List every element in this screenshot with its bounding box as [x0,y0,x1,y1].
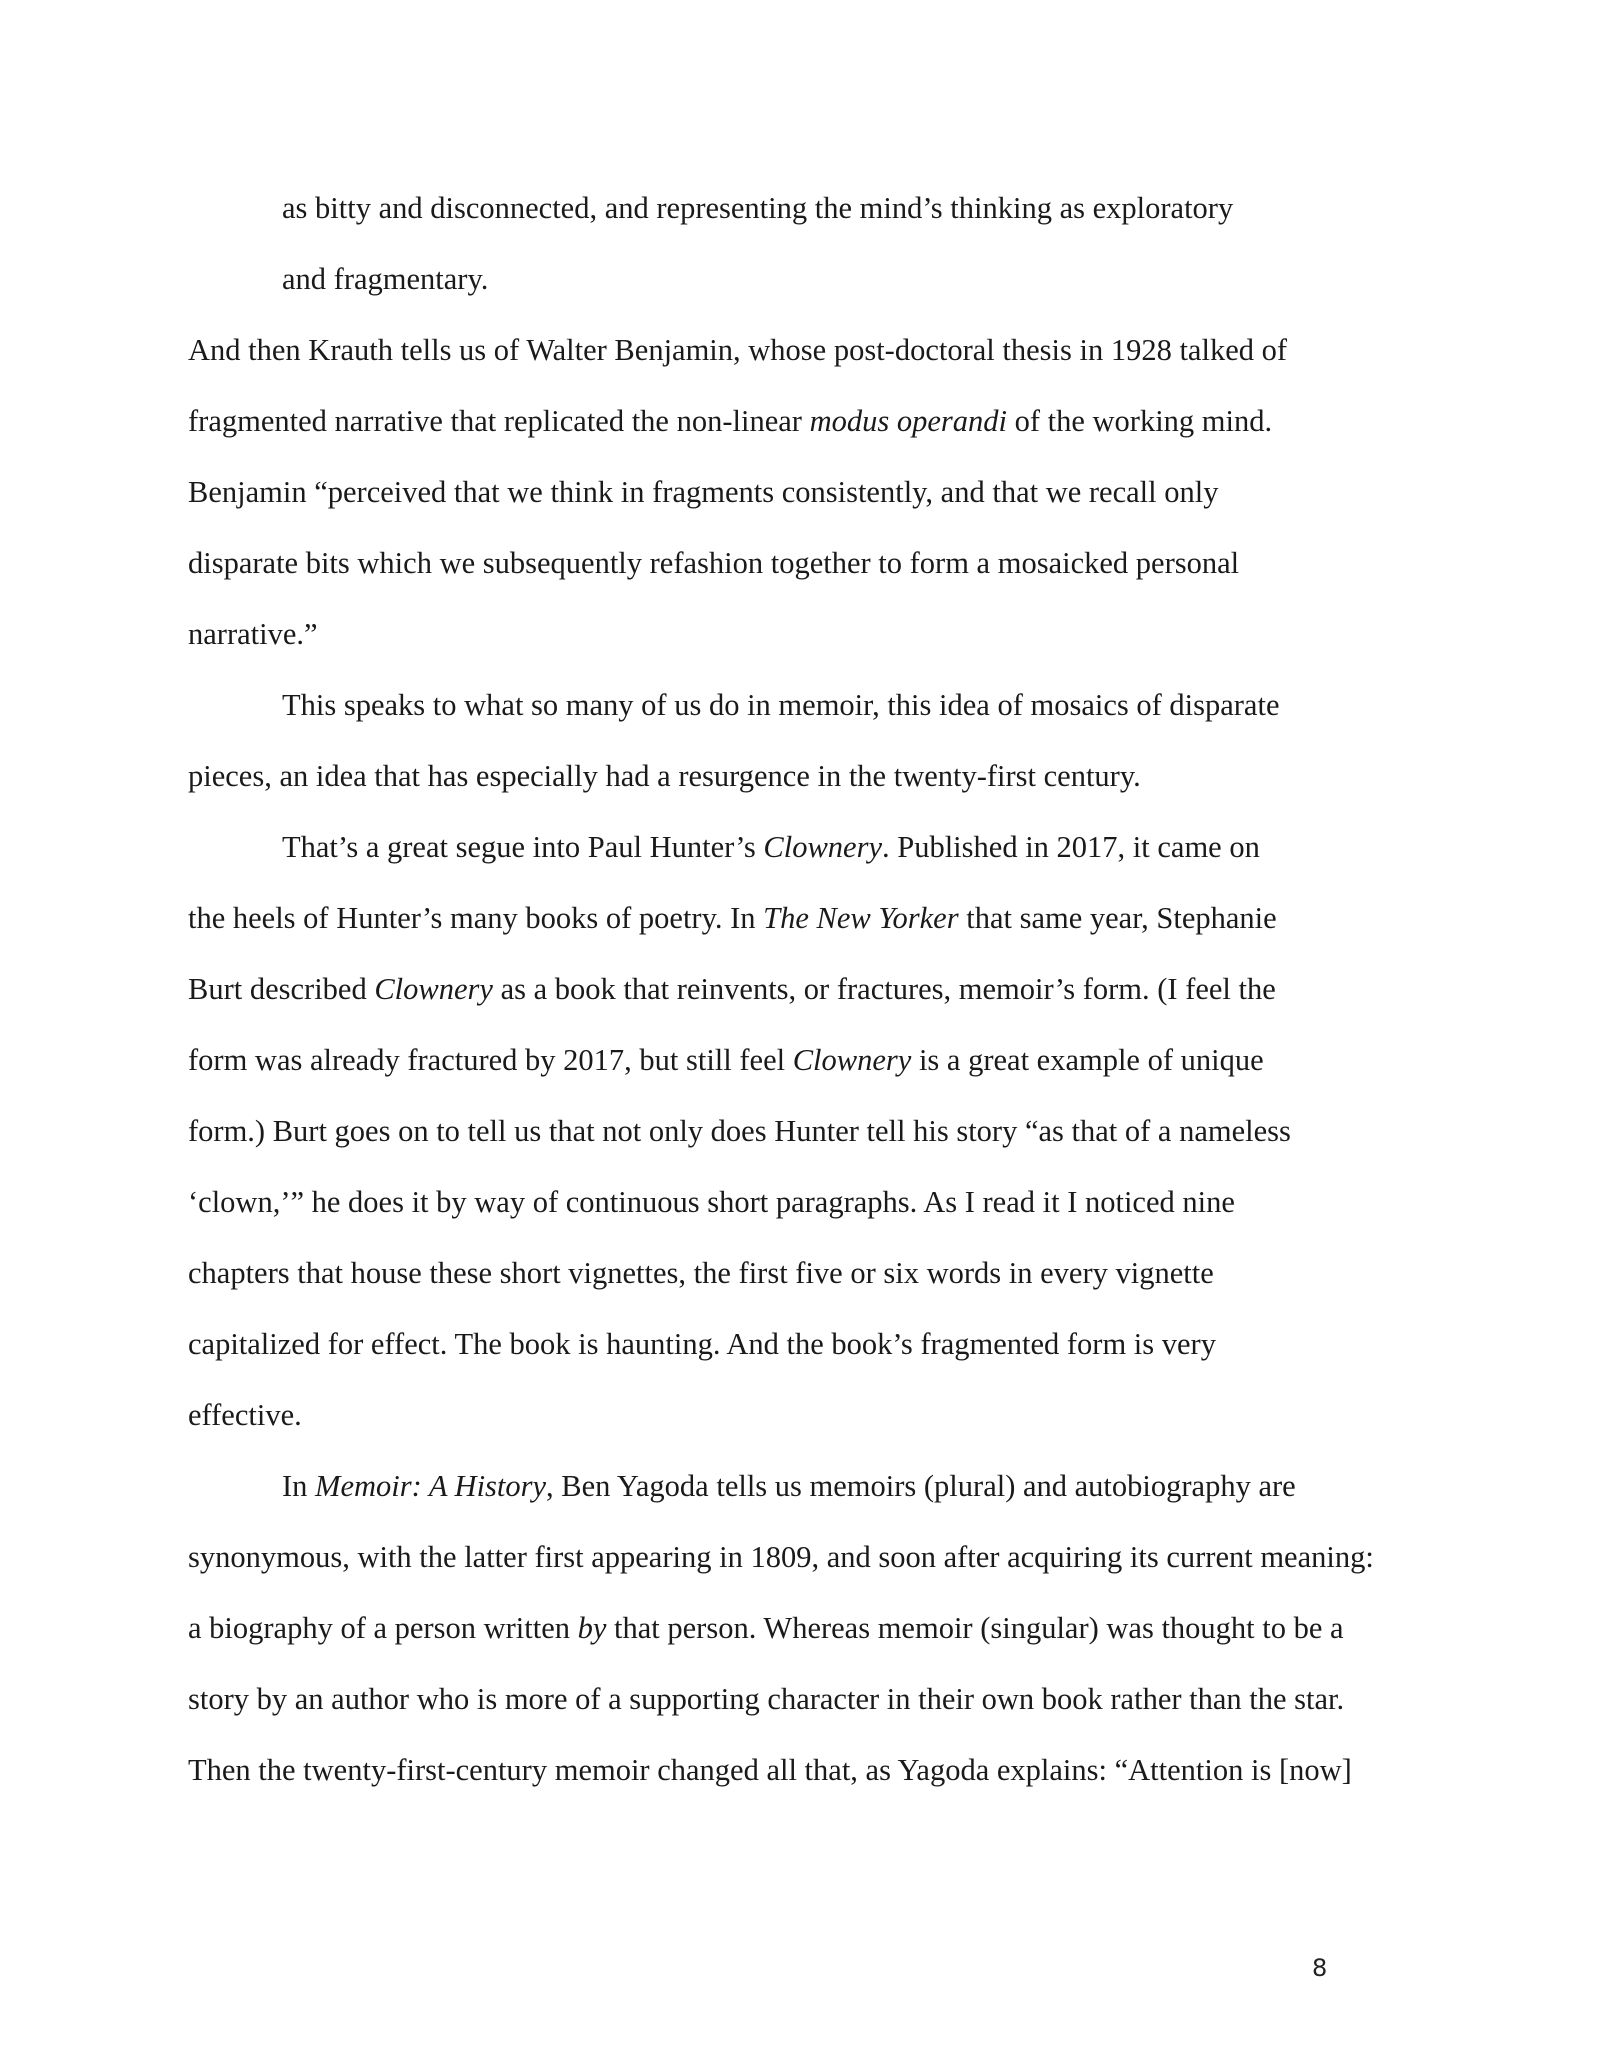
text-line: ‘clown,’” he does it by way of continuous short paragraphs. As I read it I noticed nine [188,1185,1235,1219]
text-line: Benjamin “perceived that we think in fragments consistently, and that we recall only [188,475,1219,509]
text-line: Burt described Clownery as a book that reinvents, or fractures, memoir’s form. (I feel the [188,972,1276,1006]
italic-text: by [577,1611,607,1645]
text-line: a biography of a person written by that person. Whereas memoir (singular) was thought to be a [188,1611,1344,1645]
text-line: and fragmentary. [282,262,489,296]
italic-text: Memoir: A History [315,1469,547,1503]
text-line: Then the twenty-first-century memoir changed all that, as Yagoda explains: “Attention is [now] [188,1753,1352,1787]
text-line: synonymous, with the latter first appearing in 1809, and soon after acquiring its current meaning: [188,1540,1374,1574]
text-line: That’s a great segue into Paul Hunter’s Clownery. Published in 2017, it came on [282,830,1260,864]
text-line: chapters that house these short vignettes, the first five or six words in every vignette [188,1256,1214,1290]
text-line: disparate bits which we subsequently refashion together to form a mosaicked personal [188,546,1240,580]
text-line: narrative.” [188,617,318,651]
italic-text: The New Yorker [763,901,959,935]
text-line: as bitty and disconnected, and representing the mind’s thinking as exploratory [282,191,1234,225]
text-line: story by an author who is more of a supporting character in their own book rather than the star. [188,1682,1345,1716]
text-line: the heels of Hunter’s many books of poetry. In The New Yorker that same year, Stephanie [188,901,1277,935]
italic-text: Clownery [792,1043,912,1077]
text-line: In Memoir: A History, Ben Yagoda tells us memoirs (plural) and autobiography are [282,1469,1296,1503]
text-line: fragmented narrative that replicated the non-linear modus operandi of the working mind. [188,404,1273,438]
italic-text: modus operandi [809,404,1007,438]
text-line: This speaks to what so many of us do in memoir, this idea of mosaics of disparate [282,688,1280,722]
text-line: pieces, an idea that has especially had a resurgence in the twenty-first century. [188,759,1141,793]
text-line: effective. [188,1398,302,1432]
text-line: form.) Burt goes on to tell us that not only does Hunter tell his story “as that of a nameless [188,1114,1291,1148]
text-line: And then Krauth tells us of Walter Benjamin, whose post-doctoral thesis in 1928 talked of [188,333,1288,367]
text-line: capitalized for effect. The book is haunting. And the book’s fragmented form is very [188,1327,1216,1361]
italic-text: Clownery [374,972,493,1006]
italic-text: Clownery [763,830,882,864]
text-line: form was already fractured by 2017, but still feel Clownery is a great example of unique [188,1043,1264,1077]
page-number: 8 [1312,1954,1328,1982]
